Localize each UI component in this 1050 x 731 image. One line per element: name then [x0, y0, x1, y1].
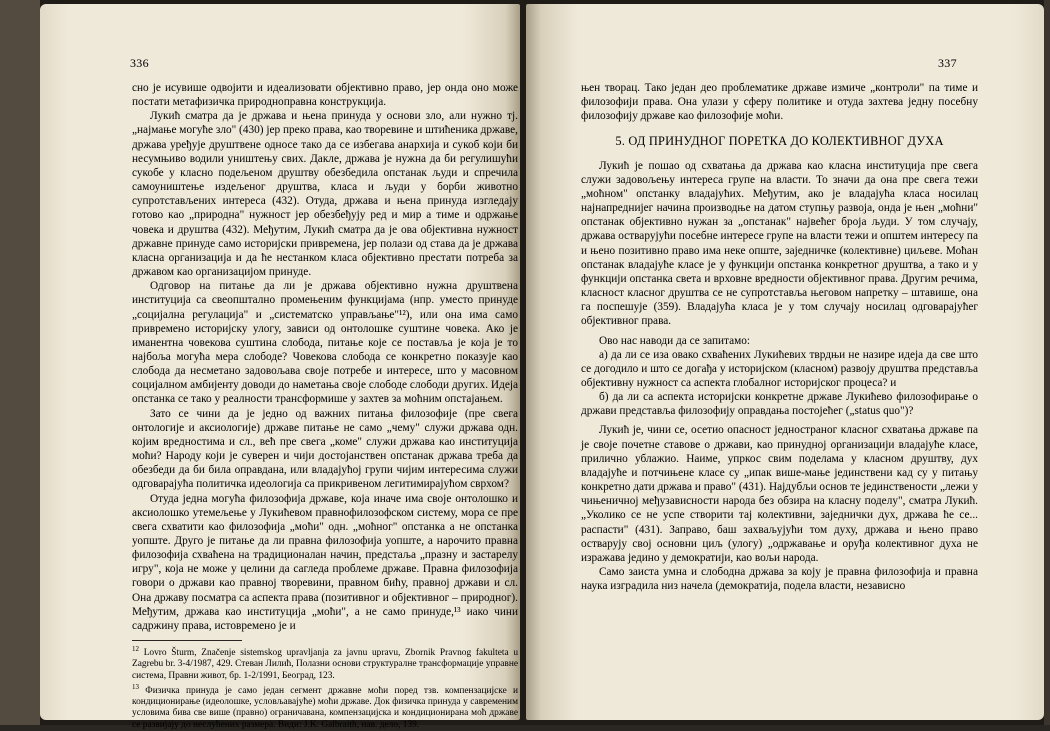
right-paragraph-1: Лукић је пошао од схватања да држава као класна институција пре свега служи задовољењу интереса групе на власти. То значи да она пре свега тежи „моћном" опстанку владајућих. Међутим, ако је владајућа класа носилац најнапреднијег начина производње на датом ступњу развоја, онда је њен „моћни" опстанак објективно нужан за „опстанак" највећег броја људи. У том случају, држава остварујући посебне интересе групе на власти тежи и општем интересу па и њено позитивно право има неке опште, заједничке (колективне) циљеве. Моћан опстанак владајуће класе је у функцији опстанка конкретног друштва, а тако и у функцији опстанка света и врховне вредности објективног права. Другим речима, класност класног друштва се не супротставља његовом напретку – штавише, она га поспешује (359). Владајућа класа је у том случају носилац одговарајућег објективног права. — [581, 159, 978, 328]
right-paragraph-6: Само заиста умна и слободна држава за коју је правна филозофија и правна наука изградила низ начела (демократија, подела власти, независно — [581, 566, 978, 593]
left-paragraph-2: Лукић сматра да је држава и њена принуда у основи зло, али нужно тј. „најмање могуће зло" (430) јер преко права, као творевине и штићеника државе, држава уређује друштвене односе тако да се избегава анархија и сукоб који би несумњиво водили уништењу свих. Дакле, држава је нужна да би регулишући сукобе у класно подељеном друштву обезбедила опстанак људи и спречила самоуништење издељеног друштва, класа и људи у борби животно супротстављених интереса (432). Отуда, држава и њена принуда изгледају готово као „природна" нужност јер обезбеђују ред и мир а тиме и одржање човека и друштва (432). Међутим, Лукић сматра да је ова објективна нужност државне принуде само историјски привремена, јер полази од става да је држава класна организација и да ће нестанком класа објективно престати потреба за државом као организацијом принуде. — [132, 110, 518, 279]
footnote-12-number: 12 — [132, 645, 139, 654]
left-paragraph-1: сно је исувише одвојити и идеализовати објективно право, јер онда оно може постати метафизичка природноправна конструкција. — [132, 82, 518, 109]
left-paragraph-3: Одговор на питање да ли је држава објективно нужна друштвена институција са свеопштално промењеним функцијама (нпр. уместо принуде „социјална регулација" и „систематско управљање"¹²), или она има само привремено историјску улогу, зависи од онтолошке суштине човека. Ако је иманентна човекова суштина слобода, питање које се поставља је која је то најбоља могућа мера слободе? Човекова слобода се конкретно показује као слобода да несметано задовољава своје потребе и интересе, што у масовном социјалном амбијенту доводи до наметања своје слободе слободи других. Идеја опстанка се тако у реалности трансформише у захтев за моћним опстајањем. — [132, 280, 518, 406]
left-paragraph-5: Отуда једна могућа филозофија државе, која иначе има своје онтолошко и аксиолошко утемељење у Лукићевом правнофилозофском систему, мора се пре свега схватити као филозофија „моћи" одн. „моћног" опстанка а не опстанка уопште. Друго је питање да ли правна филозофија уопште, а нарочито правна филозофија схваћена на традиционалан начин, предстаља „празну и застарелу игру", која не може у целини да сагледа проблеме државе. Правна филозофија говори о држави као правној творевини, правном бићу, правној држави и сл. Она државу посматра са аспекта права (позитивног и објективног – природног). Међутим, држава као институција „моћи", а не само принуде,¹³ иако чини садржину права, истовремено је и — [132, 492, 518, 632]
footnote-13-number: 13 — [132, 682, 139, 691]
right-page-text — [581, 81, 978, 593]
book-right-edge — [1044, 0, 1050, 725]
right-paragraph-2: Ово нас наводи да се запитамо: — [599, 334, 751, 347]
footnote-12-text: Lovro Šturm, Značenje sistemskog upravljanja za javnu upravu, Zbornik Pravnog fakulteta u Zagrebu br. 3-4/1987, 429. Стеван Лилић, Полазни основи структуралне трансформације управне системa, Правни живот, бр. 1-2/1991, Београд, 123. — [132, 648, 519, 681]
section-heading: 5. ОД ПРИНУДНОГ ПОРЕТКА ДО КОЛЕКТИВНОГ ДУХА — [615, 134, 944, 149]
right-page-number: 337 — [938, 56, 957, 70]
book-left-edge — [0, 0, 40, 725]
footnote-13 — [132, 682, 518, 731]
right-paragraph-4: б) да ли са аспекта историјски конкретне државе Лукићево филозофирање о држави представља филозофију оправдања постојећег („status quo")? — [581, 391, 978, 418]
left-page-text — [132, 81, 518, 731]
left-paragraph-4: Зато се чини да је једно од важних питања филозофије (пре свега онтологије и аксиологије) државе питање не само „чему" служи држава одн. којим вредностима и сл., већ пре свега „коме" служи држава као институција моћи? Народу који је суверен и чији достојанствен опстанак држава треба да обезбеди да би била оправдана, или владајућој групи чијим интересима служи одговарајућа политичка идеологија са прикривеном легитимирајућом сврхом? — [132, 407, 518, 491]
footnote-divider — [132, 640, 242, 641]
left-page-number: 336 — [130, 56, 149, 70]
right-intro-paragraph: њен творац. Тако један део проблематике државе измиче „контроли" па тиме и филозофији права. Она улази у сферу политике и отуда захтева једну посебну филозофију државе као филозофије моћи. — [581, 82, 978, 123]
footnote-13-text: Физичка принуда је само један сегмент државне моћи поред тзв. компензацијске и кондиционирање (идеолошке, условљавајуће) моћи државе. Док физичка принуда у савременим условима бива све више (правно) ограничавана, компензацијска и кондиционирана моћ државе се развијају до неслућених размера. Види: J.K. Galbraith, нав. дело, 139. — [132, 685, 519, 730]
right-paragraph-3: а) да ли се иза овако схваћених Лукићевих тврдњи не назире идеја да све што се догодило и што се догађа у историјском (класном) развоју друштва представља објективну нужност са аспекта глобалног историјског процеса? и — [581, 348, 978, 389]
right-paragraph-5: Лукић је, чини се, осетио опасност једностраног класног схватања државе па је своје почетне ставове о држави, као принудној организацији владајуће класе, прилично ублажио. Наиме, упркос свим поделама у класном друштву, дух владајуће и потчињене класе су „ипак више-мање јединствени кад су у питању конкретно дати држава и право" (431). Најдубљи основ те јединствености „лежи у чињеничној међузависности народа без обзира на класну поделу", сматра Лукић. „Уколико се не успе створити тај колективни, заједнички дух, држава ће се... распасти" (431). Заправо, баш захваљујући том духу, држава и њено право остварују своj основни циљ (улогу) „одржавање и оруђа колективног духа не изражава једино у демократији, као вољи народа. — [581, 424, 978, 564]
footnote-12 — [132, 644, 518, 682]
